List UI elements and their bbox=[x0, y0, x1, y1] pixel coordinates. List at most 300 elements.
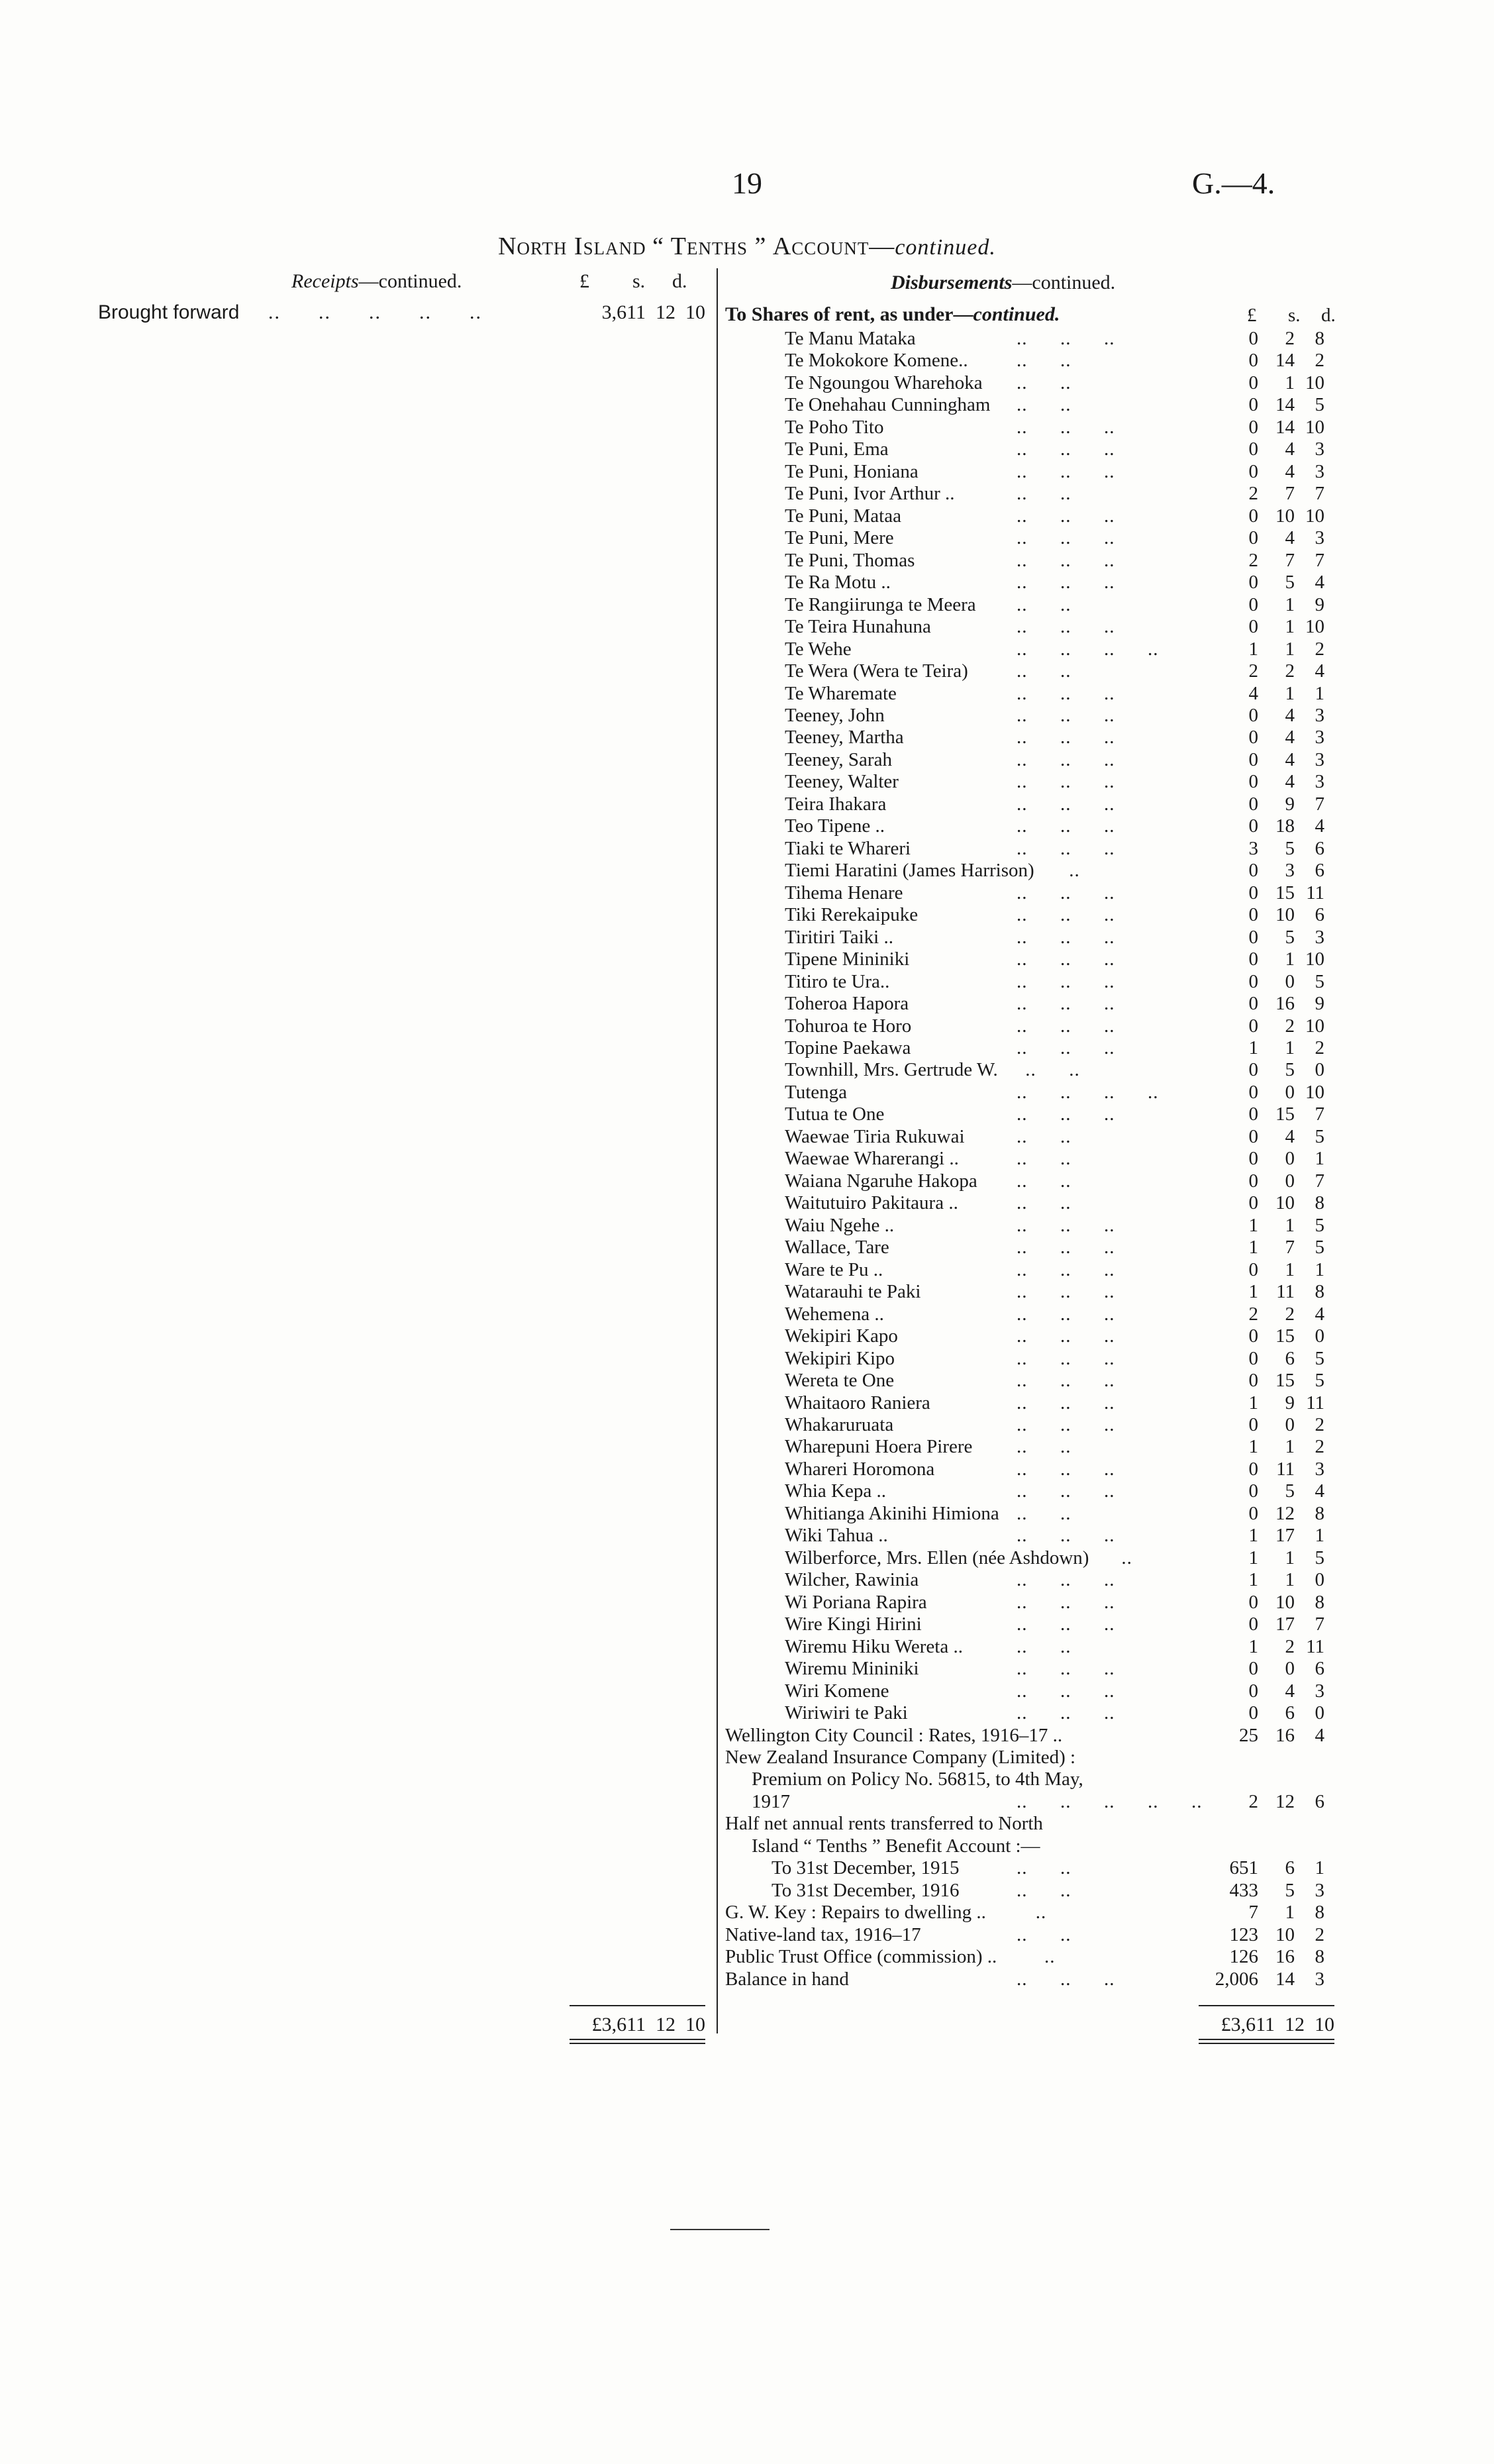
row-shillings: 5 bbox=[1285, 926, 1295, 948]
disbursements-total-rule-bottom-1 bbox=[1199, 2039, 1334, 2040]
receipts-heading-italic: Receipts bbox=[291, 270, 359, 292]
table-row bbox=[725, 527, 1341, 549]
row-pounds: 0 bbox=[1248, 1258, 1258, 1280]
row-name: Te Rangiirunga te Meera bbox=[785, 593, 976, 615]
title-part-4: continued. bbox=[895, 235, 996, 260]
row-pounds: 0 bbox=[1248, 460, 1258, 482]
row-shillings: 7 bbox=[1285, 1237, 1295, 1258]
row-pence: 3 bbox=[1315, 926, 1324, 948]
row-leader-dots: .. .. .. bbox=[1017, 572, 1115, 593]
row-leader-dots: .. .. .. bbox=[1017, 1569, 1115, 1591]
row-pounds: 2 bbox=[1248, 1303, 1258, 1325]
table-row bbox=[725, 1015, 1341, 1037]
row-pounds: 0 bbox=[1248, 350, 1258, 372]
row-pounds: 2 bbox=[1248, 660, 1258, 682]
row-pence: 1 bbox=[1315, 1258, 1324, 1280]
row-pounds: 0 bbox=[1248, 438, 1258, 460]
row-leader-dots: .. .. .. bbox=[1017, 837, 1115, 859]
row-shillings: 11 bbox=[1276, 1281, 1295, 1303]
table-row bbox=[725, 927, 1341, 949]
row-leader-dots: .. .. .. bbox=[1017, 1347, 1115, 1369]
title-part-3: Account— bbox=[772, 232, 895, 260]
row-pounds: 0 bbox=[1248, 771, 1258, 793]
table-row bbox=[725, 461, 1341, 483]
receipts-total-rule-bottom-2 bbox=[570, 2043, 705, 2044]
row-shillings: 14 bbox=[1275, 416, 1295, 438]
row-leader-dots: .. .. .. bbox=[1017, 527, 1115, 549]
row-pounds: 0 bbox=[1248, 1081, 1258, 1103]
row-pounds: 0 bbox=[1248, 1148, 1258, 1170]
row-pence: 7 bbox=[1315, 549, 1324, 571]
table-row bbox=[725, 1414, 1341, 1436]
row-shillings: 5 bbox=[1285, 1059, 1295, 1081]
row-leader-dots: .. .. .. bbox=[1017, 1968, 1115, 1990]
row-pounds: 1 bbox=[1248, 1214, 1258, 1236]
row-shillings: 2 bbox=[1285, 328, 1295, 349]
row-pounds: 0 bbox=[1248, 1325, 1258, 1347]
row-pounds: 2,006 bbox=[1215, 1968, 1258, 1990]
row-pence: 3 bbox=[1315, 704, 1324, 726]
table-row bbox=[725, 1880, 1341, 1902]
row-name: Waewae Wharerangi .. bbox=[785, 1148, 959, 1170]
row-shillings: 10 bbox=[1275, 904, 1295, 926]
row-shillings: 1 bbox=[1285, 372, 1295, 393]
row-leader-dots: .. .. .. bbox=[1017, 727, 1115, 748]
row-pence: 3 bbox=[1315, 527, 1324, 549]
row-pounds: 0 bbox=[1248, 616, 1258, 638]
row-pounds: 0 bbox=[1248, 416, 1258, 438]
row-leader-dots: .. .. bbox=[1017, 1192, 1071, 1214]
row-name: Te Puni, Ivor Arthur .. bbox=[785, 483, 955, 505]
row-pence: 11 bbox=[1306, 1635, 1324, 1657]
row-leader-dots: .. .. .. bbox=[1017, 1370, 1115, 1392]
row-shillings: 9 bbox=[1285, 1392, 1295, 1413]
row-leader-dots: .. bbox=[1044, 1946, 1056, 1968]
row-pence: 2 bbox=[1315, 350, 1324, 372]
table-row bbox=[725, 727, 1341, 748]
table-row bbox=[725, 1148, 1341, 1170]
row-name: Te Ngoungou Wharehoka bbox=[785, 372, 983, 393]
table-row bbox=[725, 1126, 1341, 1148]
row-pounds: 7 bbox=[1248, 1902, 1258, 1924]
row-pounds: 0 bbox=[1248, 904, 1258, 926]
row-shillings: 12 bbox=[1275, 1502, 1295, 1524]
page-number: 19 bbox=[732, 166, 762, 200]
row-shillings: 2 bbox=[1285, 1303, 1295, 1325]
row-shillings: 5 bbox=[1285, 837, 1295, 859]
table-row bbox=[725, 1503, 1341, 1525]
row-name: Te Puni, Honiana bbox=[785, 460, 919, 482]
row-pence: 2 bbox=[1315, 1924, 1324, 1945]
table-row bbox=[725, 1835, 1341, 1857]
row-shillings: 15 bbox=[1275, 1104, 1295, 1125]
row-shillings: 2 bbox=[1285, 1015, 1295, 1037]
row-leader-dots: .. .. .. bbox=[1017, 771, 1115, 793]
row-leader-dots: .. .. .. bbox=[1017, 1525, 1115, 1547]
row-shillings: 11 bbox=[1276, 1458, 1295, 1480]
table-row bbox=[725, 1658, 1341, 1680]
row-leader-dots: .. .. bbox=[1017, 483, 1071, 505]
row-pence: 6 bbox=[1315, 837, 1324, 859]
row-pounds: 651 bbox=[1229, 1857, 1258, 1879]
title-part-1: North Island bbox=[498, 232, 646, 260]
table-row bbox=[725, 1924, 1341, 1946]
row-shillings: 16 bbox=[1275, 1946, 1295, 1968]
row-shillings: 15 bbox=[1275, 882, 1295, 903]
row-leader-dots: .. .. .. bbox=[1017, 949, 1115, 970]
table-row bbox=[725, 1104, 1341, 1125]
row-pence: 4 bbox=[1315, 1303, 1324, 1325]
row-pounds: 0 bbox=[1248, 372, 1258, 393]
row-pence: 10 bbox=[1305, 949, 1324, 970]
row-pounds: 0 bbox=[1248, 949, 1258, 970]
table-row bbox=[725, 372, 1341, 394]
row-pounds: 1 bbox=[1248, 638, 1258, 660]
row-pence: 1 bbox=[1315, 1525, 1324, 1547]
table-row bbox=[725, 705, 1341, 727]
table-row bbox=[725, 904, 1341, 926]
row-name: Topine Paekawa bbox=[785, 1037, 911, 1058]
row-pounds: 0 bbox=[1248, 328, 1258, 349]
table-row bbox=[725, 1037, 1341, 1059]
row-name: Ware te Pu .. bbox=[785, 1258, 883, 1280]
table-row bbox=[725, 1747, 1341, 1769]
row-pence: 5 bbox=[1315, 1125, 1324, 1147]
table-row bbox=[725, 1392, 1341, 1414]
row-pence: 11 bbox=[1306, 882, 1324, 903]
row-shillings: 5 bbox=[1285, 1480, 1295, 1502]
row-shillings: 4 bbox=[1285, 704, 1295, 726]
row-shillings: 6 bbox=[1285, 1702, 1295, 1724]
table-row bbox=[725, 993, 1341, 1015]
row-name: Teeney, Sarah bbox=[785, 748, 892, 770]
row-pounds: 0 bbox=[1248, 1458, 1258, 1480]
document-reference: G.—4. bbox=[1192, 166, 1275, 200]
table-row bbox=[725, 1436, 1341, 1458]
row-leader-dots: .. .. bbox=[1017, 593, 1071, 615]
row-leader-dots: .. .. bbox=[1017, 1502, 1071, 1524]
row-leader-dots: .. .. bbox=[1025, 1059, 1080, 1081]
row-pounds: 1 bbox=[1248, 1525, 1258, 1547]
row-leader-dots: .. .. bbox=[1017, 660, 1071, 682]
row-pounds: 123 bbox=[1229, 1924, 1258, 1945]
table-row bbox=[725, 550, 1341, 572]
row-pence: 3 bbox=[1315, 1879, 1324, 1901]
row-leader-dots: .. .. .. bbox=[1017, 793, 1115, 815]
row-shillings: 16 bbox=[1275, 1724, 1295, 1746]
row-name: Wilcher, Rawinia bbox=[785, 1569, 919, 1591]
row-shillings: 1 bbox=[1285, 682, 1295, 704]
row-leader-dots: .. .. .. bbox=[1017, 1281, 1115, 1303]
table-row bbox=[725, 815, 1341, 837]
disbursements-total: £3,611 12 10 bbox=[1220, 2014, 1334, 2035]
row-shillings: 4 bbox=[1285, 460, 1295, 482]
row-pence: 8 bbox=[1315, 328, 1324, 349]
row-name: Wharepuni Hoera Pirere bbox=[785, 1436, 973, 1458]
row-name: Wiremu Mininiki bbox=[785, 1658, 919, 1680]
row-shillings: 5 bbox=[1285, 572, 1295, 593]
table-row bbox=[725, 438, 1341, 460]
row-name: Wekipiri Kapo bbox=[785, 1325, 898, 1347]
table-row bbox=[725, 1569, 1341, 1591]
row-pounds: 0 bbox=[1248, 815, 1258, 837]
row-leader-dots: .. .. .. bbox=[1017, 704, 1115, 726]
row-shillings: 1 bbox=[1285, 949, 1295, 970]
row-name: Teo Tipene .. bbox=[785, 815, 885, 837]
row-shillings: 16 bbox=[1275, 993, 1295, 1015]
row-leader-dots: .. .. .. .. .. bbox=[1017, 1790, 1203, 1812]
row-leader-dots: .. .. bbox=[1017, 350, 1071, 372]
row-shillings: 15 bbox=[1275, 1370, 1295, 1392]
row-pounds: 0 bbox=[1248, 1591, 1258, 1613]
shares-of-rent-text: To Shares of rent, as under— bbox=[725, 303, 973, 325]
table-row bbox=[725, 505, 1341, 527]
row-pounds: 25 bbox=[1239, 1724, 1258, 1746]
row-pence: 5 bbox=[1315, 1214, 1324, 1236]
row-name: Wiki Tahua .. bbox=[785, 1525, 888, 1547]
row-pence: 7 bbox=[1315, 483, 1324, 505]
row-leader-dots: .. .. .. bbox=[1017, 438, 1115, 460]
row-shillings: 10 bbox=[1275, 1591, 1295, 1613]
row-name: Watarauhi te Paki bbox=[785, 1281, 921, 1303]
table-row bbox=[725, 616, 1341, 638]
row-name: To 31st December, 1916 bbox=[772, 1879, 960, 1901]
row-pence: 6 bbox=[1315, 904, 1324, 926]
row-pence: 1 bbox=[1315, 1857, 1324, 1879]
row-name: Half net annual rents transferred to North bbox=[725, 1813, 1043, 1835]
row-pounds: 0 bbox=[1248, 727, 1258, 748]
row-pence: 5 bbox=[1315, 1370, 1324, 1392]
row-pounds: 1 bbox=[1248, 1635, 1258, 1657]
row-name: Tohuroa te Horo bbox=[785, 1015, 912, 1037]
row-pence: 11 bbox=[1306, 1392, 1324, 1413]
row-leader-dots: .. .. .. bbox=[1017, 416, 1115, 438]
row-name: Native-land tax, 1916–17 bbox=[725, 1924, 921, 1945]
row-shillings: 4 bbox=[1285, 727, 1295, 748]
table-row bbox=[725, 1259, 1341, 1281]
row-pounds: 0 bbox=[1248, 505, 1258, 527]
row-leader-dots: .. .. .. bbox=[1017, 993, 1115, 1015]
row-name: Wire Kingi Hirini bbox=[785, 1614, 922, 1635]
column-divider bbox=[717, 268, 718, 2033]
row-pence: 8 bbox=[1315, 1946, 1324, 1968]
row-leader-dots: .. .. .. bbox=[1017, 1214, 1115, 1236]
row-pence: 9 bbox=[1315, 993, 1324, 1015]
row-name: Te Wera (Wera te Teira) bbox=[785, 660, 968, 682]
receipts-pound-column: £ bbox=[579, 270, 589, 292]
table-row bbox=[725, 1325, 1341, 1347]
row-pence: 4 bbox=[1315, 1480, 1324, 1502]
row-name: Te Puni, Thomas bbox=[785, 549, 915, 571]
row-pounds: 0 bbox=[1248, 1658, 1258, 1680]
receipts-heading bbox=[291, 270, 462, 293]
row-pounds: 1 bbox=[1248, 1237, 1258, 1258]
row-name: Tiaki te Whareri bbox=[785, 837, 911, 859]
disbursements-heading-rest: —continued. bbox=[1012, 272, 1116, 293]
row-pounds: 1 bbox=[1248, 1281, 1258, 1303]
row-leader-dots: .. .. .. bbox=[1017, 1392, 1115, 1413]
row-leader-dots: .. .. .. bbox=[1017, 328, 1115, 349]
row-shillings: 6 bbox=[1285, 1857, 1295, 1879]
row-shillings: 2 bbox=[1285, 660, 1295, 682]
disbursements-table bbox=[725, 328, 1341, 1990]
row-pounds: 0 bbox=[1248, 1480, 1258, 1502]
row-leader-dots: .. .. bbox=[1017, 1857, 1071, 1879]
row-shillings: 1 bbox=[1285, 1569, 1295, 1591]
table-row bbox=[725, 1592, 1341, 1614]
row-shillings: 14 bbox=[1275, 350, 1295, 372]
row-pounds: 0 bbox=[1248, 1015, 1258, 1037]
row-shillings: 9 bbox=[1285, 793, 1295, 815]
row-name: Wellington City Council : Rates, 1916–17 .. bbox=[725, 1724, 1063, 1746]
row-shillings: 4 bbox=[1285, 1680, 1295, 1702]
row-name: Tutenga bbox=[785, 1081, 847, 1103]
row-name: Tiki Rerekaipuke bbox=[785, 904, 919, 926]
row-leader-dots: .. .. .. .. bbox=[1017, 638, 1159, 660]
row-shillings: 15 bbox=[1275, 1325, 1295, 1347]
disbursements-heading bbox=[891, 272, 1115, 294]
row-pence: 10 bbox=[1305, 616, 1324, 638]
row-leader-dots: .. .. .. bbox=[1017, 1015, 1115, 1037]
row-leader-dots: .. .. .. bbox=[1017, 1258, 1115, 1280]
table-row bbox=[725, 794, 1341, 815]
row-leader-dots: .. .. .. bbox=[1017, 505, 1115, 527]
row-pounds: 2 bbox=[1248, 1790, 1258, 1812]
table-row bbox=[725, 1525, 1341, 1547]
row-name: Te Mokokore Komene.. bbox=[785, 350, 968, 372]
row-shillings: 1 bbox=[1285, 616, 1295, 638]
footer-rule bbox=[670, 2229, 770, 2230]
row-name: New Zealand Insurance Company (Limited) : bbox=[725, 1747, 1076, 1768]
row-shillings: 1 bbox=[1285, 1214, 1295, 1236]
table-row bbox=[725, 1725, 1341, 1747]
row-pence: 3 bbox=[1315, 460, 1324, 482]
row-leader-dots: .. bbox=[1121, 1547, 1132, 1568]
row-pence: 2 bbox=[1315, 1436, 1324, 1458]
row-shillings: 0 bbox=[1285, 1148, 1295, 1170]
row-shillings: 7 bbox=[1285, 483, 1295, 505]
row-pounds: 0 bbox=[1248, 926, 1258, 948]
row-pence: 6 bbox=[1315, 1790, 1324, 1812]
row-pence: 0 bbox=[1315, 1702, 1324, 1724]
row-pounds: 0 bbox=[1248, 593, 1258, 615]
row-pounds: 1 bbox=[1248, 1547, 1258, 1568]
row-pence: 10 bbox=[1305, 1081, 1324, 1103]
row-shillings: 4 bbox=[1285, 438, 1295, 460]
row-pounds: 433 bbox=[1229, 1879, 1258, 1901]
table-row bbox=[725, 971, 1341, 993]
row-pounds: 0 bbox=[1248, 1614, 1258, 1635]
row-pence: 8 bbox=[1315, 1502, 1324, 1524]
receipts-heading-rest: —continued. bbox=[358, 270, 462, 292]
row-name: Wiriwiri te Paki bbox=[785, 1702, 908, 1724]
disbursements-pence-column: d. bbox=[1321, 305, 1336, 326]
row-pence: 0 bbox=[1315, 1325, 1324, 1347]
page-title bbox=[0, 232, 1494, 261]
row-leader-dots: .. .. .. bbox=[1017, 682, 1115, 704]
table-row bbox=[725, 1082, 1341, 1104]
row-leader-dots: .. .. .. bbox=[1017, 1702, 1115, 1724]
row-leader-dots: .. .. .. bbox=[1017, 1480, 1115, 1502]
row-shillings: 0 bbox=[1285, 1413, 1295, 1435]
shares-of-rent-label bbox=[725, 303, 1060, 326]
row-pounds: 0 bbox=[1248, 1170, 1258, 1192]
title-part-2: “ Tenths ” bbox=[652, 232, 767, 260]
row-pence: 8 bbox=[1315, 1192, 1324, 1214]
table-row bbox=[725, 771, 1341, 793]
row-name: Wilberforce, Mrs. Ellen (née Ashdown) bbox=[785, 1547, 1089, 1568]
row-pence: 3 bbox=[1315, 438, 1324, 460]
row-pence: 5 bbox=[1315, 1547, 1324, 1568]
row-name: Te Puni, Ema bbox=[785, 438, 889, 460]
table-row bbox=[725, 683, 1341, 705]
row-pence: 7 bbox=[1315, 1614, 1324, 1635]
row-pounds: 4 bbox=[1248, 682, 1258, 704]
row-pence: 8 bbox=[1315, 1591, 1324, 1613]
table-row bbox=[725, 1702, 1341, 1724]
row-name: Teira Ihakara bbox=[785, 793, 887, 815]
table-row bbox=[725, 1237, 1341, 1258]
table-row bbox=[725, 1304, 1341, 1325]
row-shillings: 1 bbox=[1285, 1258, 1295, 1280]
row-name: Teeney, Walter bbox=[785, 771, 899, 793]
row-pounds: 0 bbox=[1248, 748, 1258, 770]
row-leader-dots: .. .. .. .. bbox=[1017, 1081, 1159, 1103]
row-pence: 4 bbox=[1315, 572, 1324, 593]
table-row bbox=[725, 1215, 1341, 1237]
row-leader-dots: .. .. .. bbox=[1017, 815, 1115, 837]
row-pounds: 0 bbox=[1248, 1192, 1258, 1214]
row-leader-dots: .. .. bbox=[1017, 1879, 1071, 1901]
row-shillings: 1 bbox=[1285, 593, 1295, 615]
disbursements-heading-italic: Disbursements bbox=[891, 272, 1013, 293]
row-shillings: 4 bbox=[1285, 771, 1295, 793]
row-name: Toheroa Hapora bbox=[785, 993, 909, 1015]
row-pence: 8 bbox=[1315, 1281, 1324, 1303]
table-row bbox=[725, 417, 1341, 438]
table-row bbox=[725, 1281, 1341, 1303]
table-row bbox=[725, 949, 1341, 970]
row-pounds: 0 bbox=[1248, 1370, 1258, 1392]
row-pence: 5 bbox=[1315, 970, 1324, 992]
table-row bbox=[725, 882, 1341, 904]
brought-forward-label: Brought forward bbox=[98, 301, 240, 323]
disbursements-shillings-column: s. bbox=[1288, 305, 1301, 326]
table-row bbox=[725, 572, 1341, 593]
table-row bbox=[725, 1902, 1341, 1924]
row-pounds: 1 bbox=[1248, 1569, 1258, 1591]
row-pounds: 0 bbox=[1248, 1125, 1258, 1147]
table-row bbox=[725, 860, 1341, 882]
table-row bbox=[725, 1813, 1341, 1835]
row-pence: 3 bbox=[1315, 1458, 1324, 1480]
table-row bbox=[725, 1791, 1341, 1813]
receipts-total: £3,611 12 10 bbox=[591, 2014, 705, 2035]
row-name: Te Poho Tito bbox=[785, 416, 884, 438]
row-name: Te Puni, Mere bbox=[785, 527, 894, 549]
row-pence: 5 bbox=[1315, 1237, 1324, 1258]
table-row bbox=[725, 1459, 1341, 1480]
row-leader-dots: .. .. bbox=[1017, 1125, 1071, 1147]
row-pence: 2 bbox=[1315, 1037, 1324, 1058]
row-pence: 2 bbox=[1315, 1413, 1324, 1435]
row-pence: 7 bbox=[1315, 1170, 1324, 1192]
row-leader-dots: .. .. bbox=[1017, 394, 1071, 416]
row-leader-dots: .. .. .. bbox=[1017, 1458, 1115, 1480]
row-name: Teeney, John bbox=[785, 704, 885, 726]
table-row bbox=[725, 1547, 1341, 1569]
row-leader-dots: .. .. .. bbox=[1017, 616, 1115, 638]
